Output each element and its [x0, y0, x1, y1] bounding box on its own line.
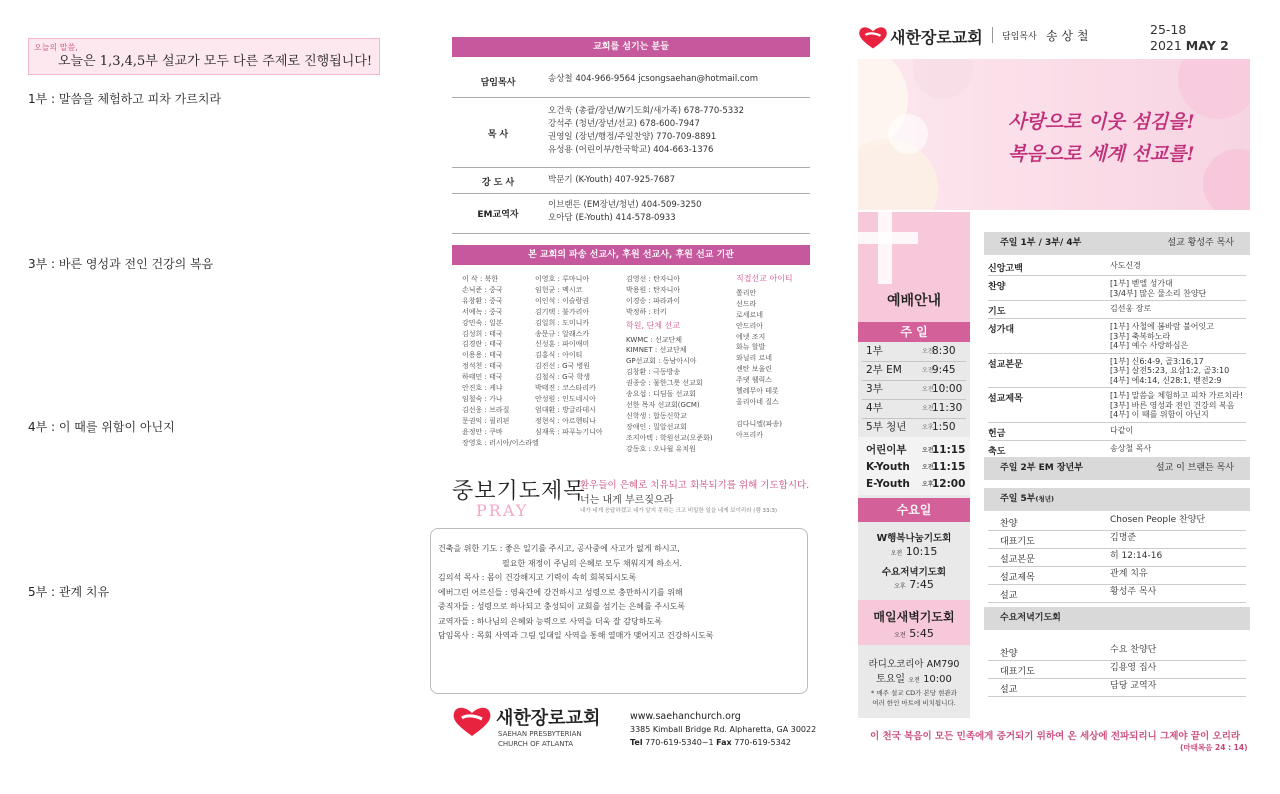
- order-item-line: [1부] 신6:4-9, 골3:16,17: [1110, 356, 1204, 366]
- service-time: 8:30: [932, 345, 956, 357]
- prayer-healing: 환우들이 은혜로 치유되고 회복되기를 위해 기도합시다.: [580, 480, 810, 491]
- order-item-value: 히 12:14-16: [1110, 551, 1163, 561]
- order-item-label: 기도: [988, 307, 1006, 317]
- church-name-en-1: SAEHAN PRESBYTERIAN: [498, 730, 582, 738]
- order-item-line: [3부] 바른 영성과 전인 건강의 복음: [1110, 400, 1235, 410]
- order-header-1: 주일 1부 / 3부/ 4부 설교 황성주 목사: [984, 232, 1250, 255]
- mission-item: 이 삭 : 북한: [462, 275, 499, 283]
- mission-item: 김다니엘(파송): [736, 419, 783, 428]
- order-item-label: 축도: [988, 446, 1006, 457]
- service-name: 어린이부: [866, 444, 907, 456]
- order-item-line: 김선웅 장로: [1110, 304, 1152, 313]
- row-divider: [988, 602, 1246, 603]
- row-divider: [988, 275, 1246, 276]
- staff-row: [452, 194, 810, 234]
- mission-item: 김경란 : 태국: [462, 340, 503, 349]
- church-address: 3385 Kimball Bridge Rd. Alpharetta, GA 30022: [630, 725, 817, 734]
- mission-subheader: 직접선교 아이티: [736, 274, 793, 283]
- mission-item: 주댓 웰릭스: [736, 376, 773, 385]
- order-item-value: Chosen People 찬양단: [1110, 515, 1206, 525]
- heart-logo-icon: [858, 26, 888, 50]
- mission-item: 센탄 보울린: [736, 365, 773, 374]
- row-divider: [988, 548, 1246, 549]
- service-time: 9:45: [932, 364, 956, 376]
- order-item-line: [4부] 에4:14, 신28:1, 벧전2:9: [1110, 375, 1222, 385]
- order-item-line: 다같이: [1110, 425, 1134, 435]
- mission-item: KWMC : 선교단체: [626, 335, 683, 344]
- missions-col-1: [462, 274, 539, 449]
- service-name: 3부: [866, 383, 883, 395]
- service-name: K-Youth: [866, 461, 910, 473]
- mission-item: 와닐리 르네: [736, 354, 773, 363]
- mission-item: 안성원 : 인도네시아: [535, 394, 596, 403]
- order-item-value: 김명준: [1110, 533, 1137, 543]
- slogan-line-2: 복음으로 세계 선교를!: [1008, 143, 1195, 165]
- order-item-value: [1110, 261, 1141, 271]
- order-item-line: [1부] 사철에 봄바람 불어잇고: [1110, 322, 1214, 331]
- sunday-service-row: [858, 418, 970, 437]
- row-divider: [988, 387, 1246, 388]
- staff-role: 담임목사: [480, 78, 516, 88]
- order-item-value: 김용영 집사: [1110, 663, 1157, 673]
- prayer-item: 필요한 재정이 주님의 은혜로 모두 채워지게 하소서.: [502, 558, 683, 568]
- mission-item: 서예녹 : 중국: [462, 307, 503, 316]
- mission-item: 김성희 : 태국: [462, 329, 503, 338]
- order-item-line: [1부] 벧엘 성가대: [1110, 279, 1173, 288]
- mission-item: 화뉴 할발: [736, 343, 766, 352]
- mission-item: 올리아네 질스: [736, 397, 779, 406]
- row-divider: [988, 440, 1246, 441]
- service-time: 1:50: [932, 421, 956, 433]
- mission-item: KIMNET : 선교단체: [626, 346, 687, 355]
- mission-item: 윤정안 : 쿠바: [462, 427, 503, 436]
- todays-word-label: 오늘의 말씀,: [34, 43, 78, 52]
- staff-line: 오아담 (E-Youth) 414-578-0933: [548, 213, 676, 223]
- order-item-line: [3부] 축복하노라: [1110, 331, 1171, 341]
- missions-col-2: [535, 274, 603, 438]
- staff-role: EM교역자: [477, 210, 519, 220]
- prayer-verse: 너는 내게 부르짖으라: [580, 495, 674, 506]
- order-item-label: 설교: [1000, 591, 1018, 601]
- mission-item: 유창환 : 중국: [462, 296, 503, 305]
- mission-item: [736, 408, 793, 419]
- radio-time: 토요일 오전 10:00: [876, 674, 952, 685]
- service-time: 11:15: [932, 444, 966, 456]
- mission-item: 하태민 : 태국: [462, 373, 503, 382]
- mission-item: 김선웅 : 브라질: [462, 405, 510, 414]
- issue-number: 25-18: [1150, 22, 1187, 37]
- service-ampm: 오전: [922, 348, 934, 355]
- issue-date: MAY 2: [1185, 38, 1229, 53]
- mission-item: 안진호 : 케냐: [462, 384, 503, 393]
- row-divider: [988, 584, 1246, 585]
- service-time: 11:30: [932, 402, 963, 414]
- order-item-label: 헌금: [988, 428, 1006, 439]
- church-name: 새한장로교회: [890, 28, 983, 47]
- mission-item: 이인석 : 이슬람권: [535, 296, 590, 305]
- slogan-banner: [858, 59, 1250, 210]
- prayer-item: 에버그린 어르신들 : 영육간에 강건하시고 성령으로 충만하시기를 위해: [438, 587, 683, 597]
- radio-info: 라디오코리아 AM790: [868, 659, 960, 670]
- missions-col-3: [626, 274, 713, 455]
- order-item-value: 관계 치유: [1110, 569, 1148, 579]
- mission-item: 김영선 : 탄자니아: [626, 275, 681, 283]
- sunday-service-row: [858, 399, 970, 418]
- mission-item: 안드리아: [736, 321, 764, 330]
- row-divider: [988, 566, 1246, 567]
- part-4-sermon: 4부 : 이 때를 위함이 아닌지: [28, 420, 175, 434]
- prayer-item: 교역자들 : 하나님의 은혜와 능력으로 사역을 더욱 잘 감당하도록: [438, 616, 662, 626]
- mission-item: 임헌균 : 멕시코: [535, 285, 583, 294]
- mission-subheader: 학원, 단체 선교: [626, 320, 680, 330]
- mission-item: 신학생 : 합동신학교: [626, 411, 687, 420]
- order-item-label: 성가대: [988, 325, 1015, 335]
- order-item-value: [1110, 357, 1229, 386]
- mission-item: 강민숙 : 일본: [462, 318, 503, 327]
- order-item-line: [3부] 살전5:23, 요삼1:2, 골3:10: [1110, 366, 1230, 375]
- todays-word-text: 오늘은 1,3,4,5부 설교가 모두 다른 주제로 진행됩니다!: [58, 54, 373, 69]
- staff-line: 유성용 (어린이부/한국학교) 404-663-1376: [548, 145, 714, 155]
- service-ampm: 오전: [922, 386, 934, 393]
- staff-row: [452, 64, 810, 98]
- staff-role: 강 도 사: [481, 178, 515, 188]
- church-phone: Tel 770-619-5340~1 Fax 770-619-5342: [630, 738, 791, 747]
- mission-item: 권종승 : 물한그릇 선교회: [626, 379, 703, 388]
- staff-line: 송상철 404-966-9564 jcsongsaehan@hotmail.com: [548, 74, 759, 84]
- part-3-sermon: 3부 : 바른 영성과 전인 건강의 복음: [28, 257, 214, 271]
- order-item-label: 설교본문: [988, 359, 1023, 370]
- part-5-sermon: 5부 : 관계 치유: [28, 585, 110, 599]
- row-divider: [988, 318, 1246, 319]
- mission-item: 정석천 : 태국: [462, 362, 503, 371]
- sunday-service-row: [858, 361, 970, 380]
- church-name: 새한장로교회: [496, 708, 601, 729]
- service-ampm: 오전: [922, 405, 934, 412]
- row-divider: [988, 678, 1246, 679]
- mission-item: 문권익 : 필리핀: [462, 416, 510, 425]
- staff-line: 오건욱 (총괄/장년/W기도회/새가족) 678-770-5332: [548, 106, 744, 116]
- mission-item: 손닉준 : 중국: [462, 285, 503, 294]
- service-time: 12:00: [932, 478, 966, 490]
- order-item-label: 찬양: [1000, 649, 1018, 659]
- order-item-value: [1110, 426, 1133, 436]
- bible-verse: 이 천국 복음이 모든 민족에게 증거되기 위하여 온 세상에 전파되리니 그제야 끝이 오리라: [870, 731, 1241, 742]
- mission-item: 김기택 : 불가리아: [535, 307, 590, 316]
- mission-item: 장영호 : 러시아/이스라엘: [462, 438, 539, 447]
- mission-item: 송요섭 : 디딤돌 선교회: [626, 390, 696, 399]
- mission-item: 선한 목자 선교회(GCM): [626, 400, 700, 409]
- missions-header: 본 교회의 파송 선교사, 후원 선교사, 후원 선교 기관: [452, 245, 810, 265]
- missions-col-4: [736, 274, 793, 441]
- prayer-item: 김의석 목사 : 몸이 건강해지고 기력이 속히 회복되시도록: [438, 573, 637, 582]
- mission-item: 이경승 : 파라과이: [626, 296, 681, 305]
- order-header-4: 수요저녁기도회: [984, 607, 1250, 630]
- order-item-label: 찬양: [1000, 519, 1018, 529]
- order-item-value: 수요 찬양단: [1110, 645, 1157, 655]
- order-item-value: 담당 교역자: [1110, 681, 1157, 691]
- dawn-prayer-name: 매일새벽기도회: [873, 610, 955, 624]
- order-item-label: 신앙고백: [988, 264, 1023, 274]
- mission-item: 쫄리안: [736, 288, 757, 297]
- prayer-title: 중보기도제목: [452, 479, 586, 504]
- order-item-label: 설교본문: [1000, 555, 1035, 565]
- wed-evening-time: 오후 7:45: [894, 578, 934, 591]
- row-divider: [988, 696, 1246, 697]
- church-website[interactable]: www.saehanchurch.org: [630, 711, 741, 722]
- row-divider: [988, 300, 1246, 301]
- w-prayer-time: 오전 10:15: [890, 545, 938, 558]
- mission-item: 로세르네: [736, 310, 764, 319]
- mission-item: 김일희 : 도미니카: [535, 318, 590, 327]
- order-item-line: [3/4부] 많은 물소리 찬양단: [1110, 288, 1207, 298]
- w-prayer-name: W행복나눔기도회: [876, 533, 952, 544]
- mission-item: 에넷 조지: [736, 332, 766, 341]
- issue-info: [1150, 22, 1229, 54]
- mission-item: 박태진 : 코스타리카: [535, 384, 596, 393]
- order-item-label: 대표기도: [1000, 667, 1035, 677]
- row-divider: [988, 353, 1246, 354]
- service-time: 11:15: [932, 461, 966, 473]
- staff-line: 권영일 (장년/행정/주일찬양) 770-709-8891: [548, 132, 717, 142]
- senior-pastor-label: 담임목사: [1002, 32, 1037, 42]
- youth-service-row: [858, 475, 970, 494]
- church-contact: [630, 710, 816, 749]
- radio-note: * 매주 설교 CD가 본당 현관과 여러 한인 마트에 비치됩니다.: [871, 689, 957, 707]
- service-name: 4부: [866, 402, 883, 414]
- divider: [992, 27, 993, 43]
- order-item-label: 찬양: [988, 282, 1006, 292]
- order-item-line: 송상철 목사: [1110, 443, 1152, 453]
- staff-line: 강석주 (청년/장년/선교) 678-600-7947: [548, 119, 700, 129]
- service-name: E-Youth: [866, 478, 910, 490]
- order-item-value: [1110, 304, 1151, 314]
- senior-pastor-name: 송 상 철: [1046, 29, 1089, 43]
- order-header-3: 주일 5부(청년): [984, 488, 1250, 511]
- prayer-item: 중직자들 : 성령으로 하나되고 충성되이 교회를 섬기는 은혜를 주시도록: [438, 602, 686, 611]
- service-time: 10:00: [932, 383, 963, 395]
- staff-header: 교회를 섬기는 분들: [452, 37, 810, 57]
- order-item-line: 사도신경: [1110, 261, 1141, 270]
- wednesday-header: 수요일: [858, 498, 970, 522]
- mission-item: 아프리카: [736, 430, 764, 439]
- row-divider: [988, 422, 1246, 423]
- order-item-line: [4부] 예수 사랑하심은: [1110, 341, 1189, 350]
- part-1-sermon: 1부 : 말씀을 체험하고 피차 가르치라: [28, 92, 222, 106]
- row-divider: [988, 660, 1246, 661]
- service-ampm: 오후: [922, 424, 934, 431]
- service-ampm: 오전: [922, 367, 934, 374]
- order-item-label: 설교제목: [1000, 573, 1035, 583]
- slogan-line-1: 사랑으로 이웃 섬김을!: [1008, 111, 1195, 133]
- order-item-line: [1부] 말씀을 체험하고 피차 가르치라!: [1110, 391, 1243, 400]
- prayer-verse-full: 내가 네게 응답하겠고 네가 알지 못하는 크고 비밀한 일을 네게 보이리라 (렘 33:3): [580, 508, 778, 514]
- mission-item: 장애인 : 밀알선교회: [626, 422, 687, 431]
- mission-item: 박정하 : 터키: [626, 307, 667, 316]
- order-item-value: [1110, 279, 1206, 298]
- mission-item: 정현식 : 아르헨티나: [535, 416, 596, 425]
- mission-item: 이영호 : 루마니아: [535, 275, 590, 283]
- flower-decoration: [858, 59, 1250, 210]
- bible-verse-ref: (마태복음 24 : 14): [1180, 743, 1248, 752]
- order-item-label: 설교: [1000, 685, 1018, 695]
- order-item-value: [1110, 444, 1151, 454]
- sunday-header: 주 일: [858, 322, 970, 342]
- order-header-2: 주일 2부 EM 장년부 설교 이 브랜든 목사: [984, 457, 1250, 480]
- dawn-prayer-time: 오전 5:45: [894, 627, 934, 640]
- mission-item: 강동호 : 오나월 유치원: [626, 444, 696, 453]
- order-item-line: [4부] 이 때를 위함이 아닌지: [1110, 410, 1209, 419]
- mission-item: 선드라: [736, 299, 757, 308]
- mission-item: 헬레무아 테롯: [736, 387, 779, 396]
- worship-guide-title: 예배안내: [886, 293, 942, 309]
- service-name: 5부 청년: [866, 421, 907, 433]
- service-ampm: 오후: [922, 481, 934, 488]
- mission-item: 김창환 : 극동방송: [626, 368, 681, 377]
- order-item-value: 황성주 목사: [1110, 587, 1157, 597]
- mission-item: 신성훈 : 파이애미: [535, 340, 590, 349]
- mission-item: 송문규 : 알래스카: [535, 329, 590, 338]
- prayer-title-en: PRAY: [476, 501, 529, 520]
- service-ampm: 오전: [922, 464, 934, 471]
- row-divider: [988, 530, 1246, 531]
- prayer-items: [438, 542, 713, 644]
- service-name: 1부: [866, 345, 883, 357]
- service-name: 2부 EM: [866, 364, 902, 376]
- staff-row: [452, 168, 810, 194]
- mission-item: 조지아텍 : 학원선교(오준화): [626, 433, 713, 442]
- mission-item: 엄대환 : 방글라데시: [535, 405, 596, 414]
- order-item-label: 대표기도: [1000, 537, 1035, 547]
- service-ampm: 오전: [922, 447, 934, 454]
- order-item-label: 설교제목: [988, 394, 1023, 404]
- mission-item: GP선교회 : 동남아시아: [626, 357, 697, 366]
- order-item-value: [1110, 391, 1243, 420]
- staff-role: 목 사: [487, 130, 509, 140]
- order-item-value: [1110, 322, 1214, 351]
- staff-row: [452, 98, 810, 168]
- wed-evening-name: 수요저녁기도회: [881, 567, 947, 578]
- mission-item: 심재욱 : 파푸뉴기니아: [535, 427, 603, 436]
- sunday-service-row: [858, 342, 970, 361]
- mission-item: 임철숙 : 가나: [462, 394, 503, 403]
- prayer-item: 건축을 위한 기도 : 좋은 일기를 주시고, 공사중에 사고가 없게 하시고,: [438, 544, 680, 553]
- mission-item: 김진선 : G국 병원: [535, 362, 591, 371]
- church-name-en-2: CHURCH OF ATLANTA: [498, 740, 574, 748]
- prayer-item: 담임목사 : 목회 사역과 그림 일대일 사역을 통해 열매가 맺어지고 건강하시도록: [438, 631, 714, 640]
- mission-item: 김홍식 : 아이티: [535, 351, 583, 360]
- staff-line: 이브랜든 (EM장년/청년) 404-509-3250: [548, 200, 702, 210]
- sunday-service-row: [858, 380, 970, 399]
- heart-logo-icon: [452, 706, 492, 738]
- staff-line: 박문기 (K-Youth) 407-925-7687: [548, 175, 675, 185]
- mission-item: 김철식 : G국 학생: [535, 373, 591, 382]
- issue-year: 2021: [1150, 38, 1182, 53]
- mission-item: 이용용 : 태국: [462, 351, 503, 360]
- mission-item: 박용원 : 탄자니아: [626, 285, 681, 294]
